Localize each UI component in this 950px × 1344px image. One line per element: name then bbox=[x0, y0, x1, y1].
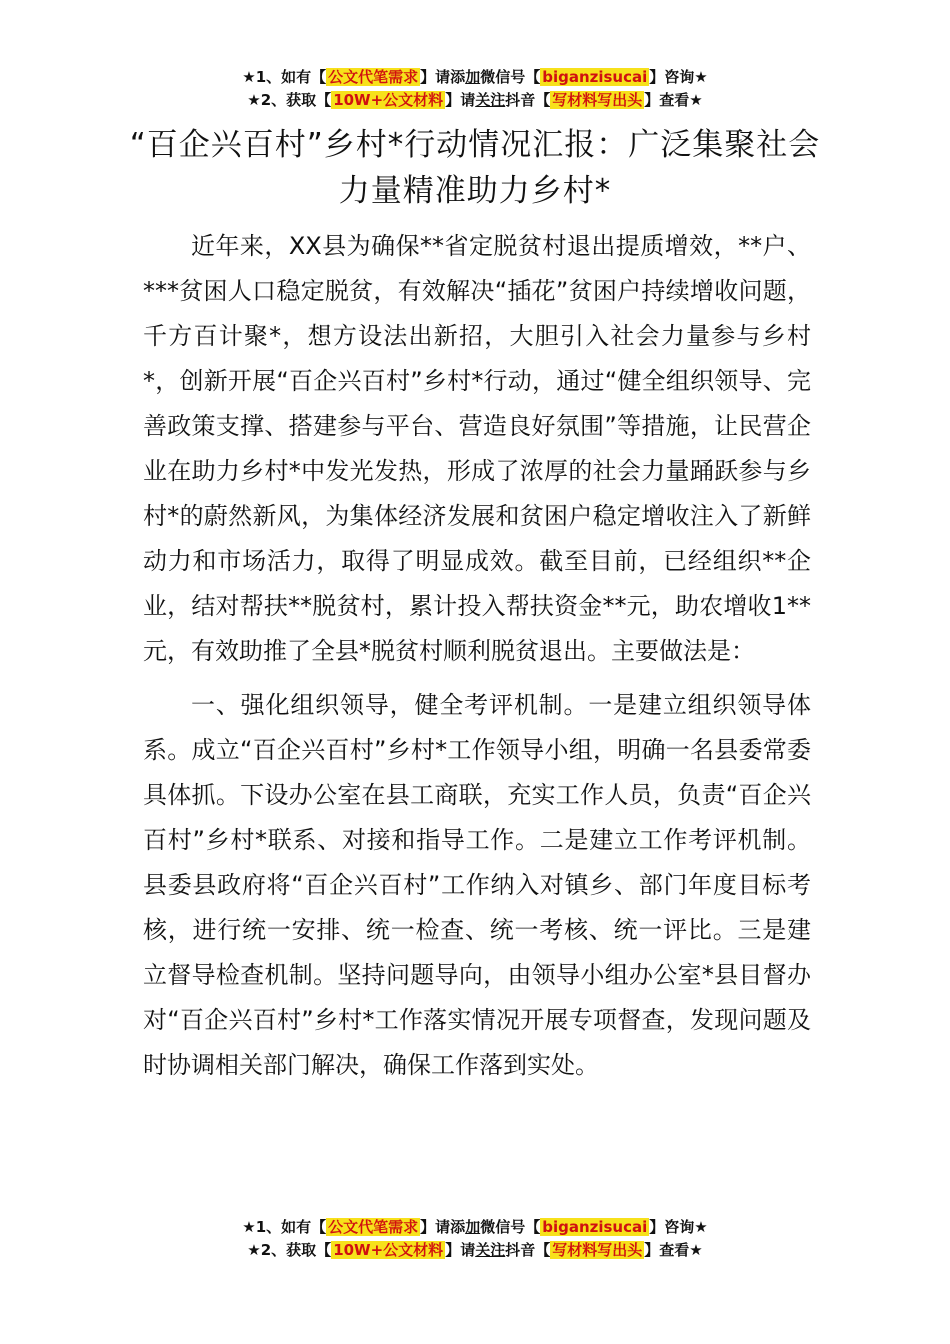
ghostwriting-highlight: 公文代笔需求 bbox=[328, 68, 419, 86]
banner-underlined-text: 关注 bbox=[475, 91, 506, 109]
douyin-account-highlight: 写材料写出头 bbox=[552, 1241, 643, 1259]
banner-text: 】请添 bbox=[420, 68, 466, 86]
banner-text: 】请 bbox=[445, 1241, 476, 1259]
banner-text: ★1、如有【 bbox=[242, 68, 327, 86]
banner-text: 】查看★ bbox=[644, 91, 703, 109]
body-paragraph-intro: 近年来，XX县为确保**省定脱贫村退出提质增效，**户、***贫困人口稳定脱贫，有效解决“插花”贫困户持续增收问题，千方百计聚*，想方设法出新招，大胆引入社会力量参与乡村*，创新开展“百企兴百村”乡村*行动，通过“健全组织领导、完善政策支撑、搭建参与平台、营造良好氛围”等措施，让民营企业在助力乡村*中发光发热，形成了浓厚的社会力量踊跃参与乡村*的蔚然新风，为集体经济发展和贫困户稳定增收注入了新鲜动力和市场活力，取得了明显成效。截至目前，已经组织**企业，结对帮扶**脱贫村，累计投入帮扶资金**元，助农增收1**元，有效助推了全县*脱贫村顺利脱贫退出。主要做法是： bbox=[143, 232, 811, 665]
banner-line-1 bbox=[0, 1216, 950, 1239]
banner-text: 微信号【 bbox=[480, 68, 541, 86]
banner-text: ★2、获取【 bbox=[247, 91, 332, 109]
banner-text: 】请添 bbox=[420, 1218, 466, 1236]
banner-line-1 bbox=[0, 66, 950, 89]
banner-line-2 bbox=[0, 89, 950, 112]
document-title: “百企兴百村”乡村*行动情况汇报：广泛集聚社会力量精准助力乡村* bbox=[129, 127, 821, 209]
banner-text: 】查看★ bbox=[644, 1241, 703, 1259]
banner-text: 】咨询★ bbox=[649, 1218, 708, 1236]
materials-highlight: 10W+公文材料 bbox=[333, 1241, 444, 1259]
banner-text: 】咨询★ bbox=[649, 68, 708, 86]
banner-underlined-text: 加 bbox=[465, 68, 481, 86]
wechat-id-highlight: biganzisucai bbox=[542, 1218, 648, 1236]
top-banner bbox=[0, 66, 950, 112]
ghostwriting-highlight: 公文代笔需求 bbox=[328, 1218, 419, 1236]
banner-underlined-text: 关注 bbox=[475, 1241, 506, 1259]
banner-text: 】请 bbox=[445, 91, 476, 109]
wechat-id-highlight: biganzisucai bbox=[542, 68, 648, 86]
banner-text: 抖音【 bbox=[505, 91, 551, 109]
materials-highlight: 10W+公文材料 bbox=[333, 91, 444, 109]
banner-text: ★2、获取【 bbox=[247, 1241, 332, 1259]
banner-text: ★1、如有【 bbox=[242, 1218, 327, 1236]
banner-text: 抖音【 bbox=[505, 1241, 551, 1259]
banner-underlined-text: 加 bbox=[465, 1218, 481, 1236]
banner-text: 微信号【 bbox=[480, 1218, 541, 1236]
body-paragraph-section-1: 一、强化组织领导，健全考评机制。一是建立组织领导体系。成立“百企兴百村”乡村*工作领导小组，明确一名县委常委具体抓。下设办公室在县工商联，充实工作人员，负责“百企兴百村”乡村*联系、对接和指导工作。二是建立工作考评机制。县委县政府将“百企兴百村”工作纳入对镇乡、部门年度目标考核，进行统一安排、统一检查、统一考核、统一评比。三是建立督导检查机制。坚持问题导向，由领导小组办公室*县目督办对“百企兴百村”乡村*工作落实情况开展专项督查，发现问题及时协调相关部门解决，确保工作落到实处。 bbox=[143, 691, 811, 1079]
bottom-banner bbox=[0, 1216, 950, 1262]
document-body bbox=[143, 224, 811, 1097]
banner-line-2 bbox=[0, 1239, 950, 1262]
douyin-account-highlight: 写材料写出头 bbox=[552, 91, 643, 109]
